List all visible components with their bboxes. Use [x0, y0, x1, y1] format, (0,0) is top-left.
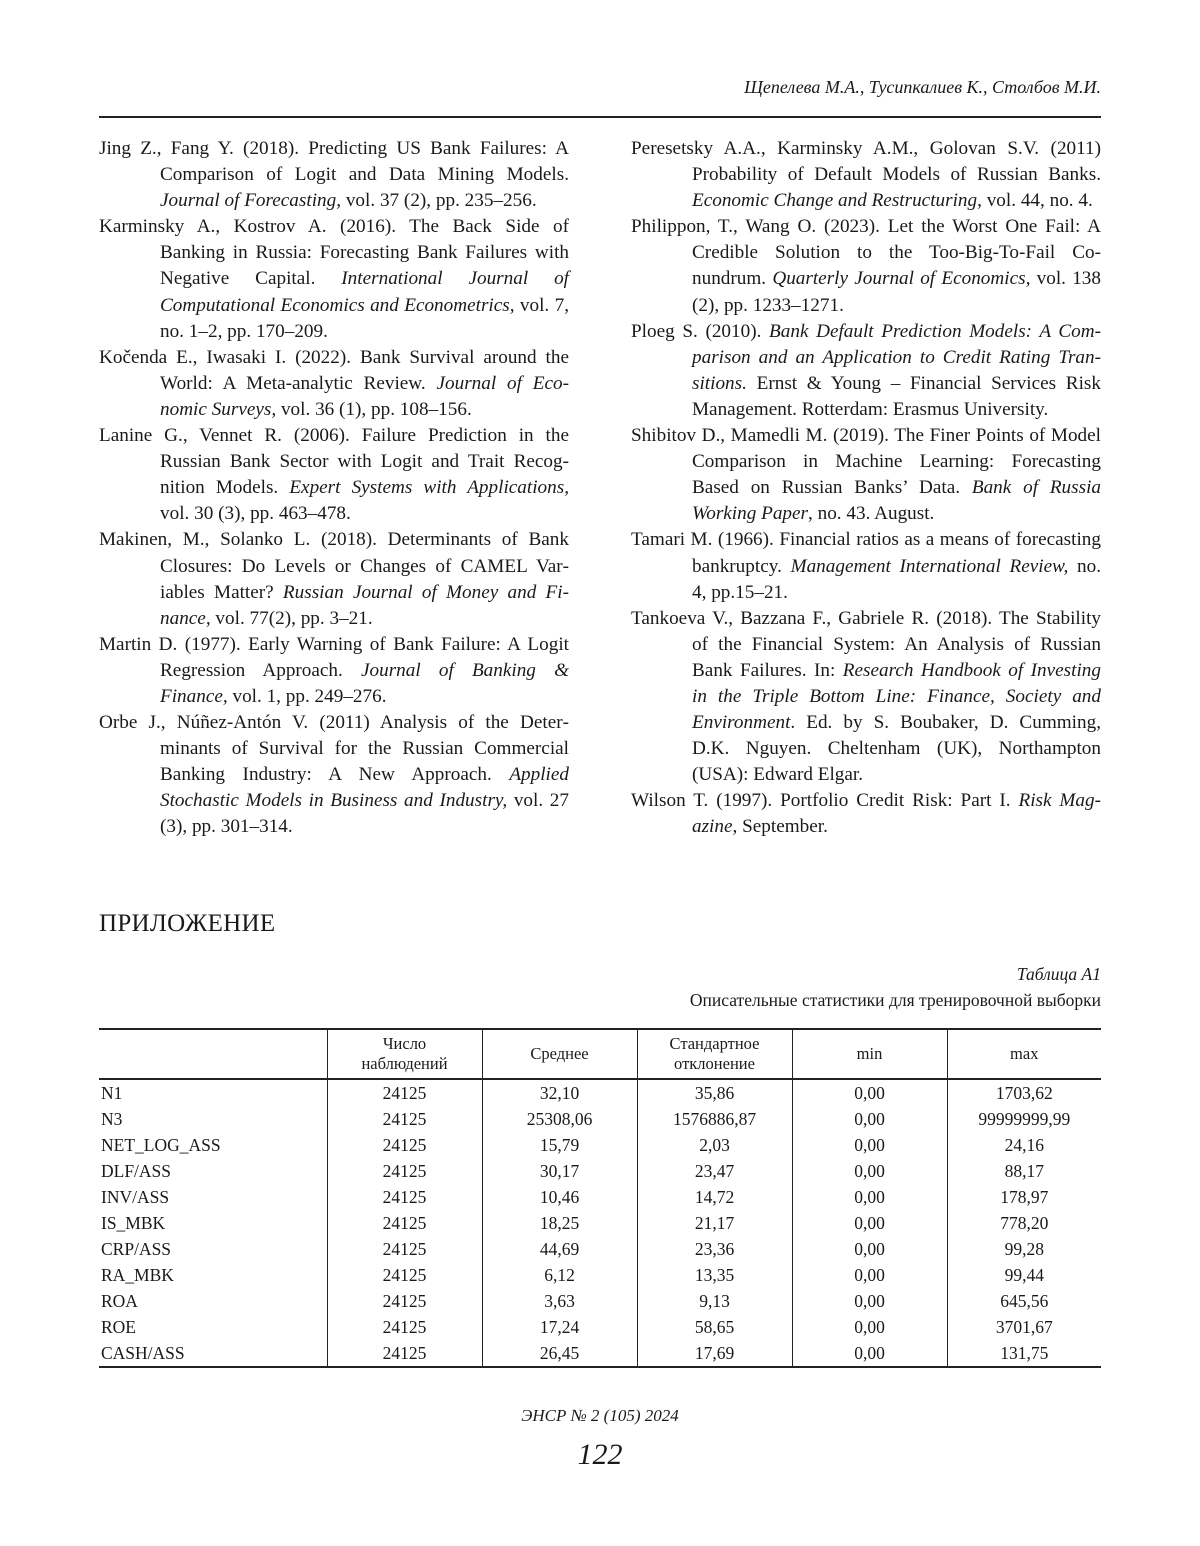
appendix-title: ПРИЛОЖЕНИЕ: [99, 908, 275, 940]
row-label: DLF/ASS: [99, 1158, 327, 1184]
table-cell: 21,17: [637, 1210, 792, 1236]
reference-source: Management International Review,: [791, 556, 1069, 577]
reference-text: Ploeg S. (2010).: [631, 321, 769, 342]
table-cell: 25308,06: [482, 1106, 637, 1132]
table-cell: 32,10: [482, 1079, 637, 1106]
reference-details: vol. 138 (2), pp. 1233–1271.: [692, 268, 1101, 315]
table-cell: 18,25: [482, 1210, 637, 1236]
reference-text: Philippon, T., Wang O. (2023). Let the Worst One Fail: A Credible Solution to the Too-Big-To-Fail Co­nundrum.: [631, 216, 1101, 289]
reference-item: [631, 136, 1101, 214]
reference-item: [631, 423, 1101, 527]
reference-text: Wilson T. (1997). Portfolio Credit Risk: Part I.: [631, 790, 1018, 811]
table-header-row: [99, 1029, 1101, 1079]
table-cell: 0,00: [792, 1340, 947, 1367]
table-cell: 778,20: [947, 1210, 1101, 1236]
row-label: ROE: [99, 1314, 327, 1340]
table-row: [99, 1158, 1101, 1184]
table-cell: 17,24: [482, 1314, 637, 1340]
table-cell: 0,00: [792, 1236, 947, 1262]
table-cell: 0,00: [792, 1288, 947, 1314]
references-left-column: [99, 136, 569, 841]
reference-source: International Journal of Computational Economics and Econometrics,: [160, 268, 569, 315]
table-cell: 26,45: [482, 1340, 637, 1367]
table-row: [99, 1106, 1101, 1132]
page-number: 122: [0, 1436, 1200, 1474]
table-cell: 24125: [327, 1158, 482, 1184]
reference-source: Quarterly Journal of Economics,: [772, 268, 1030, 289]
table-cell: 2,03: [637, 1132, 792, 1158]
header-rule: [99, 116, 1101, 118]
table-cell: 0,00: [792, 1262, 947, 1288]
table-row: [99, 1288, 1101, 1314]
table-cell: 9,13: [637, 1288, 792, 1314]
table-cell: 15,79: [482, 1132, 637, 1158]
table-cell: 99999999,99: [947, 1106, 1101, 1132]
table-cell: 6,12: [482, 1262, 637, 1288]
table-cell: 24125: [327, 1132, 482, 1158]
table-cell: 24125: [327, 1288, 482, 1314]
table-cell: 13,35: [637, 1262, 792, 1288]
table-cell: 24125: [327, 1314, 482, 1340]
reference-item: [99, 136, 569, 214]
row-label: CRP/ASS: [99, 1236, 327, 1262]
reference-details: vol. 1, pp. 249–276.: [228, 686, 387, 707]
table-row: [99, 1262, 1101, 1288]
reference-source: Research Handbook of Investing in the Triple Bottom Line: Finance, Society and Environment: [692, 660, 1101, 733]
reference-text: Makinen, M., Solanko L. (2018). Determinants of Bank Closures: Do Levels or Changes of CAMEL Var­iables Matter?: [99, 529, 569, 602]
reference-text: Martin D. (1977). Early Warning of Bank Failure: A Logit Regression Approach.: [99, 634, 569, 681]
journal-footer: ЭНСР № 2 (105) 2024: [0, 1404, 1200, 1428]
reference-source: Journal of Eco­nomic Surveys,: [160, 373, 569, 420]
table-cell: 99,44: [947, 1262, 1101, 1288]
table-row: [99, 1314, 1101, 1340]
table-cell: 24125: [327, 1079, 482, 1106]
header-std-label: Стандартное отклонение: [656, 1034, 774, 1074]
references-right-column: [631, 136, 1101, 841]
reference-details: vol. 30 (3), pp. 463–478.: [160, 503, 351, 524]
reference-details: vol. 7, no. 1–2, pp. 170–209.: [160, 295, 569, 342]
table-cell: 1703,62: [947, 1079, 1101, 1106]
table-cell: 23,36: [637, 1236, 792, 1262]
reference-item: [99, 423, 569, 527]
reference-text: Karminsky A., Kostrov A. (2016). The Back Side of Banking in Russia: Forecasting Bank Failures with Negative Capital.: [99, 216, 569, 289]
reference-details: , no. 43. August.: [808, 503, 934, 524]
reference-source: Applied Stochastic Models in Business and Industry,: [160, 764, 569, 811]
table-row: [99, 1184, 1101, 1210]
table-cell: 35,86: [637, 1079, 792, 1106]
table-cell: 30,17: [482, 1158, 637, 1184]
reference-item: [99, 527, 569, 631]
reference-details: , vol. 44, no. 4.: [977, 190, 1093, 211]
reference-details: no. 4, pp.15–21.: [692, 556, 1101, 603]
row-label: IS_MBK: [99, 1210, 327, 1236]
reference-details: vol. 36 (1), pp. 108–156.: [276, 399, 472, 420]
reference-source: Bank of Russia Working Paper: [692, 477, 1101, 524]
reference-details: vol. 37 (2), pp. 235–256.: [341, 190, 537, 211]
header-cell-max: max: [947, 1029, 1101, 1079]
table-cell: 24125: [327, 1106, 482, 1132]
table-cell: 24125: [327, 1236, 482, 1262]
reference-source: Bank Default Prediction Models: A Com­parison and an Application to Credit Rating Tran­sitions.: [692, 321, 1101, 394]
row-label: INV/ASS: [99, 1184, 327, 1210]
reference-details: , September.: [733, 816, 828, 837]
reference-details: vol. 27 (3), pp. 301–314.: [160, 790, 569, 837]
reference-text: Shibitov D., Mamedli M. (2019). The Finer Points of Model Comparison in Machine Learning: Fore­casting Based on Russian Banks’ Data.: [631, 425, 1101, 498]
reference-text: Lanine G., Vennet R. (2006). Failure Prediction in the Russian Bank Sector with Logit and Trait Recog­nition Models.: [99, 425, 569, 498]
table-body: [99, 1079, 1101, 1367]
row-label: NET_LOG_ASS: [99, 1132, 327, 1158]
reference-item: [99, 214, 569, 344]
table-cell: 0,00: [792, 1106, 947, 1132]
header-cell-std: [637, 1029, 792, 1079]
reference-source: Economic Change and Restructuring: [692, 190, 977, 211]
table-cell: 0,00: [792, 1158, 947, 1184]
table-cell: 3,63: [482, 1288, 637, 1314]
reference-item: [631, 319, 1101, 423]
header-count-label: Число наблюдений: [350, 1034, 460, 1074]
table-cell: 0,00: [792, 1079, 947, 1106]
table-row: [99, 1340, 1101, 1367]
header-cell-min: min: [792, 1029, 947, 1079]
table-row: [99, 1132, 1101, 1158]
table-cell: 0,00: [792, 1314, 947, 1340]
row-label: CASH/ASS: [99, 1340, 327, 1367]
reference-text: Peresetsky A.A., Karminsky A.M., Golovan S.V. (2011) Probability of Default Models of Russian Banks.: [631, 138, 1101, 185]
table-cell: 58,65: [637, 1314, 792, 1340]
table-cell: 0,00: [792, 1132, 947, 1158]
table-cell: 0,00: [792, 1184, 947, 1210]
row-label: ROA: [99, 1288, 327, 1314]
table-label: Таблица А1: [1017, 962, 1101, 986]
table-row: [99, 1079, 1101, 1106]
table-cell: 1576886,87: [637, 1106, 792, 1132]
descriptive-stats-table: [99, 1028, 1101, 1368]
table-cell: 131,75: [947, 1340, 1101, 1367]
table-cell: 24125: [327, 1340, 482, 1367]
table-row: [99, 1236, 1101, 1262]
reference-item: [631, 527, 1101, 605]
table-cell: 14,72: [637, 1184, 792, 1210]
table-cell: 10,46: [482, 1184, 637, 1210]
reference-source: Risk Mag­azine: [692, 790, 1101, 837]
table-caption: Описательные статистики для тренировочной выборки: [690, 988, 1101, 1012]
table-row: [99, 1210, 1101, 1236]
reference-item: [99, 345, 569, 423]
reference-text: Tankoeva V., Bazzana F., Gabriele R. (2018). The Sta­bility of the Financial System: An Analysis of Russian Bank Failures. In:: [631, 608, 1101, 681]
table-cell: 3701,67: [947, 1314, 1101, 1340]
reference-details: . Ed. by S. Boubaker, D. Cumming, D.K. Nguyen. Cheltenham (UK), Northampton (USA): Edward Elgar.: [692, 712, 1101, 785]
reference-source: Journal of Forecasting,: [160, 190, 341, 211]
row-label: N1: [99, 1079, 327, 1106]
table-cell: 645,56: [947, 1288, 1101, 1314]
table-cell: 44,69: [482, 1236, 637, 1262]
reference-details: Ernst & Young – Financial Services Risk Management. Rotterdam: Erasmus University.: [692, 373, 1101, 420]
header-cell-mean: Среднее: [482, 1029, 637, 1079]
table-cell: 24125: [327, 1262, 482, 1288]
reference-item: [631, 214, 1101, 318]
header-cell-count: [327, 1029, 482, 1079]
reference-item: [631, 788, 1101, 840]
table-cell: 24125: [327, 1210, 482, 1236]
table-cell: 17,69: [637, 1340, 792, 1367]
table-cell: 24125: [327, 1184, 482, 1210]
table-cell: 0,00: [792, 1210, 947, 1236]
reference-text: Orbe J., Núñez-Antón V. (2011) Analysis of the Deter­minants of Survival for the Russian Commercial Banking Industry: A New Approach.: [99, 712, 569, 785]
table-cell: 178,97: [947, 1184, 1101, 1210]
row-label: N3: [99, 1106, 327, 1132]
row-label: RA_MBK: [99, 1262, 327, 1288]
reference-item: [99, 632, 569, 710]
reference-source: Journal of Banking & Finance,: [160, 660, 569, 707]
table-cell: 88,17: [947, 1158, 1101, 1184]
reference-source: Russian Journal of Money and Fi­nance,: [160, 582, 569, 629]
table-cell: 23,47: [637, 1158, 792, 1184]
reference-item: [631, 606, 1101, 789]
header-cell-empty: [99, 1029, 327, 1079]
table-cell: 99,28: [947, 1236, 1101, 1262]
reference-item: [99, 710, 569, 840]
reference-text: Tamari M. (1966). Financial ratios as a means of fore­casting bankruptcy.: [631, 529, 1101, 576]
reference-text: Jing Z., Fang Y. (2018). Predicting US Bank Failures: A Comparison of Logit and Data Mining Models.: [99, 138, 569, 185]
reference-text: Kočenda E., Iwasaki I. (2022). Bank Survival around the World: A Meta-analytic Review.: [99, 347, 569, 394]
reference-details: vol. 77(2), pp. 3–21.: [211, 608, 373, 629]
reference-source: Expert Systems with Applications,: [289, 477, 569, 498]
table-cell: 24,16: [947, 1132, 1101, 1158]
running-header: Щепелева М.А., Тусипкалиев К., Столбов М.И.: [99, 74, 1101, 100]
